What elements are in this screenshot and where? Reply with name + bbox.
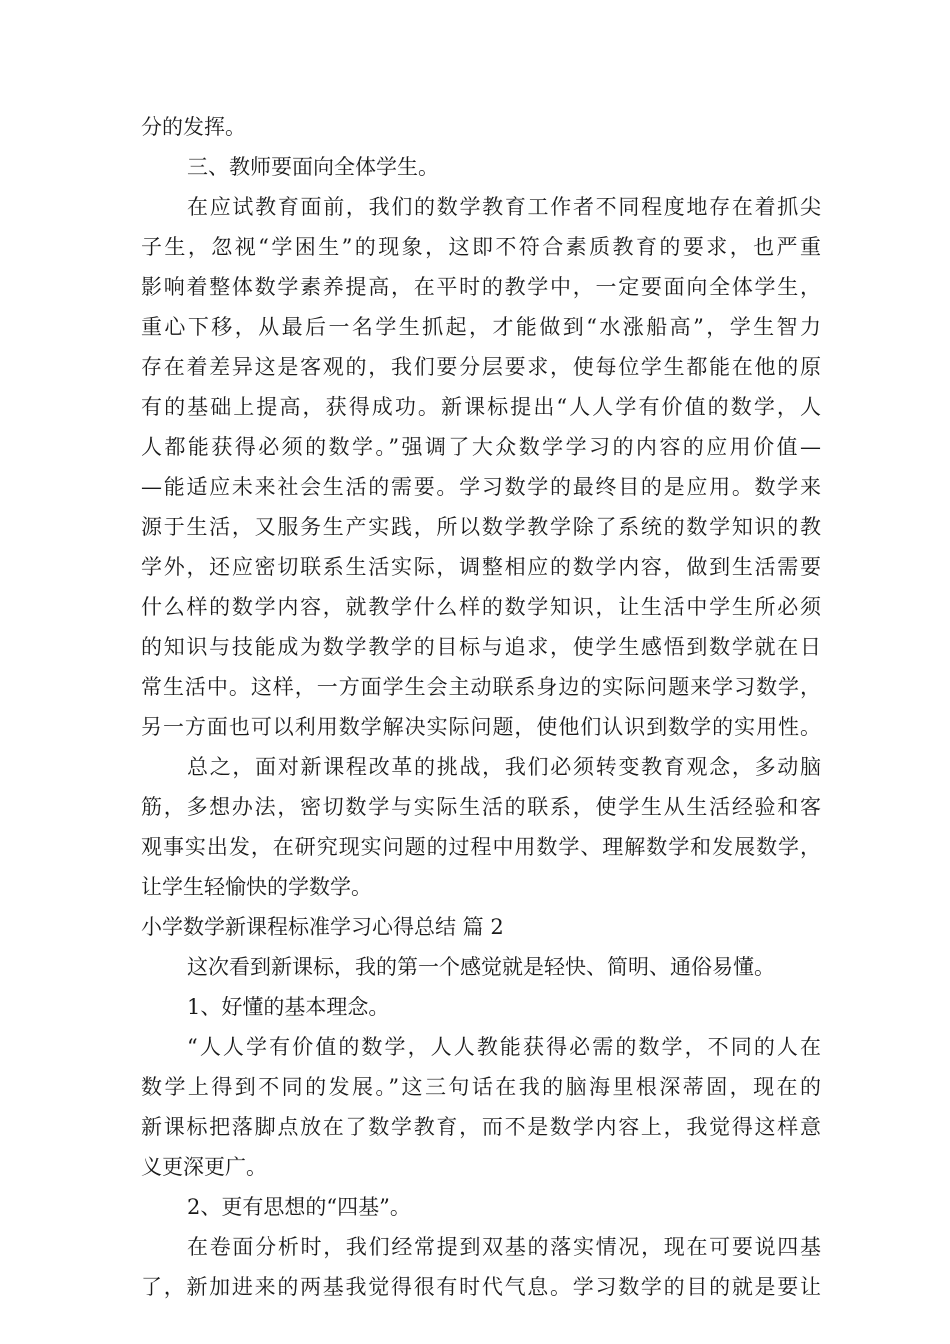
section-heading: 1、好懂的基本理念。 (187, 995, 390, 1019)
text-line: 源于生活，又服务生产实践，所以数学教学除了系统的数学知识的教 (141, 515, 821, 539)
text-line: 筋，多想办法，密切数学与实际生活的联系，使学生从生活经验和客 (141, 795, 821, 819)
text-line: 观事实出发，在研究现实问题的过程中用数学、理解数学和发展数学， (141, 835, 821, 859)
text-line: 另一方面也可以利用数学解决实际问题，使他们认识到数学的实用性。 (141, 715, 821, 739)
text-line: 在卷面分析时，我们经常提到双基的落实情况，现在可要说四基 (187, 1235, 821, 1259)
text-line: 存在着差异这是客观的，我们要分层要求，使每位学生都能在他的原 (141, 355, 821, 379)
text-line: 常生活中。这样，一方面学生会主动联系身边的实际问题来学习数学， (141, 675, 821, 699)
text-line: 有的基础上提高，获得成功。新课标提出“人人学有价值的数学，人 (141, 395, 821, 419)
text-line: 子生，忽视“学困生”的现象，这即不符合素质教育的要求，也严重 (141, 235, 821, 259)
text-line: 什么样的数学内容，就教学什么样的数学知识，让生活中学生所必须 (141, 595, 821, 619)
text-line: 总之，面对新课程改革的挑战，我们必须转变教育观念，多动脑 (187, 755, 821, 779)
text-line: 分的发挥。 (141, 115, 246, 139)
text-line: 新课标把落脚点放在了数学教育，而不是数学内容上，我觉得这样意 (141, 1115, 821, 1139)
text-line: 数学上得到不同的发展。”这三句话在我的脑海里根深蒂固，现在的 (141, 1075, 821, 1099)
text-line: 学外，还应密切联系生活实际，调整相应的数学内容，做到生活需要 (141, 555, 821, 579)
text-line: 的知识与技能成为数学教学的目标与追求，使学生感悟到数学就在日 (141, 635, 821, 659)
text-line: 让学生轻愉快的学数学。 (141, 875, 372, 899)
text-line: 重心下移，从最后一名学生抓起，才能做到“水涨船高”，学生智力 (141, 315, 821, 339)
section-heading: 2、更有思想的“四基”。 (187, 1195, 411, 1219)
text-line: 人都能获得必须的数学。”强调了大众数学学习的内容的应用价值— (141, 435, 821, 459)
text-line: —能适应未来社会生活的需要。学习数学的最终目的是应用。数学来 (141, 475, 821, 499)
text-line: “人人学有价值的数学，人人教能获得必需的数学，不同的人在 (187, 1035, 821, 1059)
section-heading: 三、教师要面向全体学生。 (187, 155, 439, 179)
text-line: 义更深更广。 (141, 1155, 267, 1179)
article-title: 小学数学新课程标准学习心得总结 篇 2 (141, 915, 504, 939)
text-line: 影响着整体数学素养提高，在平时的教学中，一定要面向全体学生， (141, 275, 821, 299)
text-line: 在应试教育面前，我们的数学教育工作者不同程度地存在着抓尖 (187, 195, 821, 219)
document-body (141, 107, 821, 1307)
text-line: 了，新加进来的两基我觉得很有时代气息。学习数学的目的就是要让 (141, 1275, 821, 1299)
text-line: 这次看到新课标，我的第一个感觉就是轻快、简明、通俗易懂。 (187, 955, 775, 979)
